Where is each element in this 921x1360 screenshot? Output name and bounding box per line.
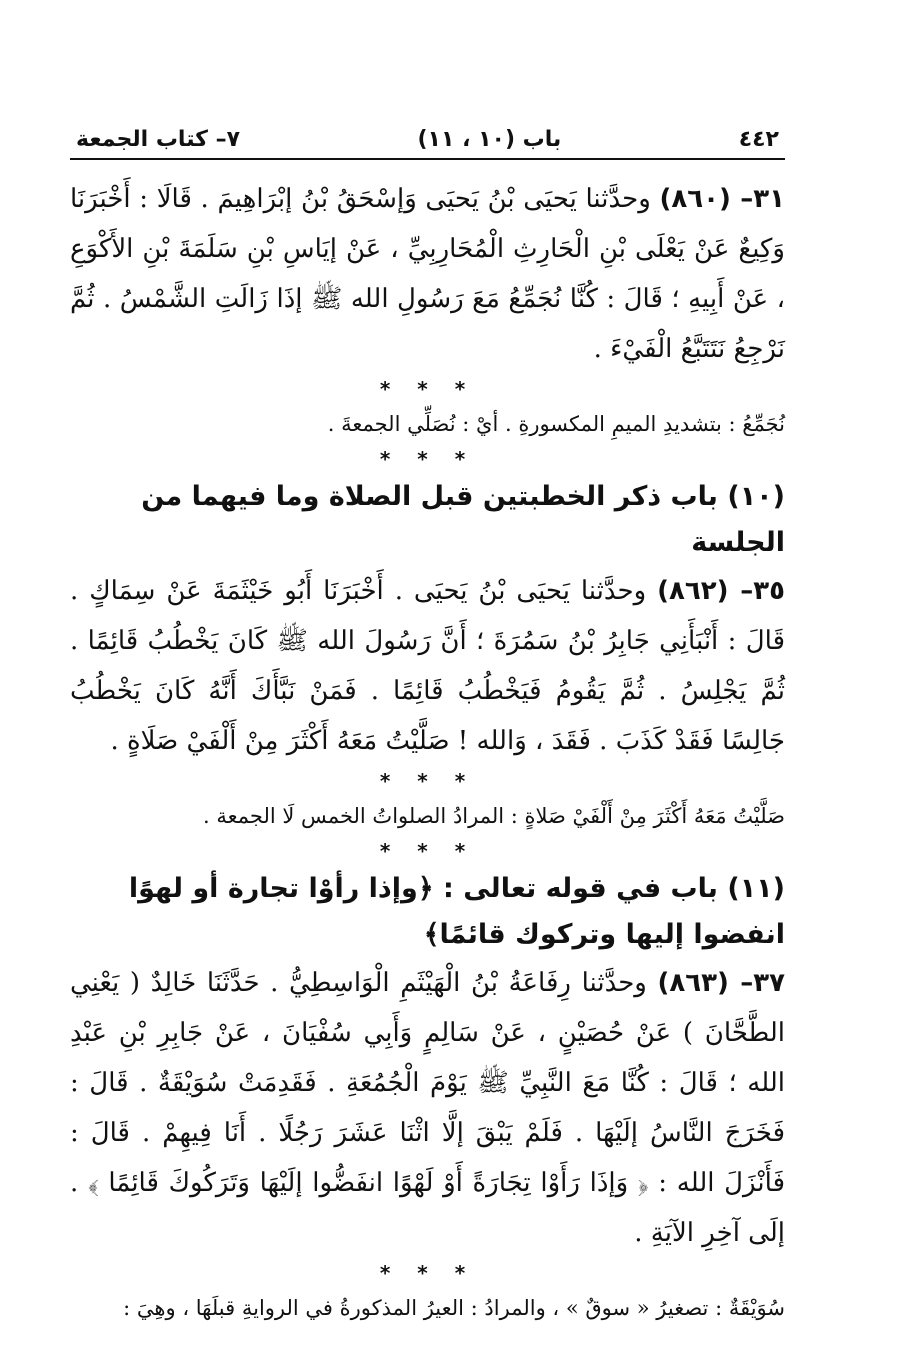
separator: * * *	[379, 1261, 476, 1285]
hadith-paragraph	[70, 958, 785, 1258]
book-page	[70, 118, 785, 1328]
hadith-number: ٣١– (٨٦٠)	[659, 184, 786, 214]
hadith-number: ٣٥– (٨٦٢)	[657, 576, 785, 606]
hadith-number: ٣٧– (٨٦٣)	[657, 968, 786, 998]
hadith-paragraph	[70, 566, 785, 766]
separator: * * *	[379, 839, 476, 863]
page-number: ٤٤٢	[738, 127, 779, 152]
book-title: ٧– كتاب الجمعة	[76, 127, 241, 152]
separator: * * *	[379, 377, 476, 401]
hadith-text: وحدَّثنا رِفَاعَةُ بْنُ الْهَيْثَمِ الْوَاسِطِيُّ . حَدَّثَنَا خَالِدٌ ( يَعْنِي الطَّحَّانَ ) عَنْ حُصَيْنٍ ، عَنْ سَالِمٍ وَأَبِي سُفْيَانَ ، عَنْ جَابِرِ بْنِ عَبْدِ الله ؛ قَالَ : كُنَّا مَعَ النَّبِيِّ ﷺ يَوْمَ الْجُمُعَةِ . فَقَدِمَتْ سُوَيْقَةٌ . قَالَ : فَخَرَجَ النَّاسُ إلَيْهَا . فَلَمْ يَبْقَ إلَّا اثْنَا عَشَرَ رَجُلًا . أَنَا فِيهِمْ . قَالَ : فَأَنْزَلَ الله : ﴿ وَإذَا رَأَوْا تِجَارَةً أَوْ لَهْوًا انفَضُّوا إلَيْهَا وَتَرَكُوكَ قَائِمًا ﴾ . إلَى آخِرِ الآيَةِ .	[70, 968, 785, 1248]
chapter-heading: (١١) باب في قوله تعالى : ﴿وإذا رأوْا تجارة أو لهوًا انفضوا إليها وتركوك قائمًا﴾	[128, 873, 785, 950]
footnote: صَلَّيْتُ مَعَهُ أَكْثَرَ مِنْ أَلْفَيْ صَلاةٍ : المرادُ الصلواتُ الخمس لَا الجمعة .	[203, 804, 785, 828]
footnote: سُوَيْقَةٌ : تصغيرُ « سوقٌ » ، والمرادُ : العيرُ المذكورةُ في الروايةِ قبلَهَا ، وهِيَ :	[123, 1296, 785, 1320]
hadith-text: وحدَّثنا يَحيَى بْنُ يَحيَى . أَخْبَرَنَا أَبُو خَيْثَمَةَ عَنْ سِمَاكٍ . قَالَ : أَنْبَأَنِي جَابِرُ بْنُ سَمُرَةَ ؛ أَنَّ رَسُولَ الله ﷺ كَانَ يَخْطُبُ قَائِمًا . ثُمَّ يَجْلِسُ . ثُمَّ يَقُومُ فَيَخْطُبُ قَائِمًا . فَمَنْ نَبَّأَكَ أَنَّهُ كَانَ يَخْطُبُ جَالِسًا فَقَدْ كَذَبَ . فَقَدَ ، وَالله ! صَلَّيْتُ مَعَهُ أَكْثَرَ مِنْ أَلْفَيْ صَلَاةٍ .	[70, 576, 785, 756]
hadith-paragraph	[70, 174, 785, 374]
page-content	[70, 174, 785, 1328]
section-title: باب (١٠ ، ١١)	[417, 127, 562, 152]
footnote: نُجَمِّعُ : بتشديدِ الميمِ المكسورةِ . أيْ : نُصَلِّي الجمعةَ .	[327, 412, 785, 436]
chapter-heading: (١٠) باب ذكر الخطبتين قبل الصلاة وما فيهما من الجلسة	[141, 481, 785, 558]
hadith-text: وحدَّثنا يَحيَى بْنُ يَحيَى وَإسْحَقُ بْنُ إبْرَاهِيمَ . قَالَا : أَخْبَرَنَا وَكِيعٌ عَنْ يَعْلَى بْنِ الْحَارِثِ الْمُحَارِبِيِّ ، عَنْ إيَاسِ بْنِ سَلَمَةَ بْنِ الأَكْوَعِ ، عَنْ أَبِيهِ ؛ قَالَ : كُنَّا نُجَمِّعُ مَعَ رَسُولِ الله ﷺ إذَا زَالَتِ الشَّمْسُ . ثُمَّ نَرْجِعُ نَتَتَبَّعُ الْفَيْءَ .	[70, 184, 785, 364]
separator: * * *	[379, 447, 476, 471]
separator: * * *	[379, 769, 476, 793]
page-header	[70, 118, 785, 160]
